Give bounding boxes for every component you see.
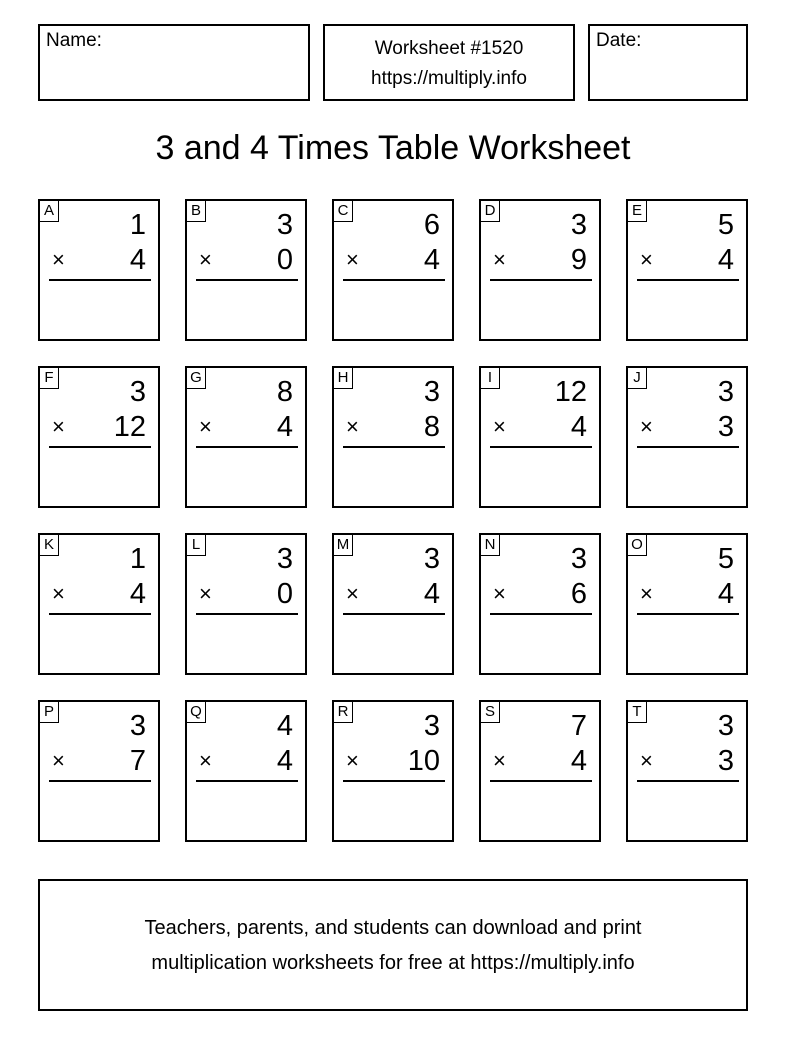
problem-label: N [480,534,500,556]
multiply-sign: × [493,581,506,606]
problem-top-number: 5 [717,209,734,241]
page-title: 3 and 4 Times Table Worksheet [155,129,631,167]
answer-line [490,780,592,782]
problem-bottom-number: 4 [129,244,146,276]
answer-line [196,446,298,448]
problem-top-number: 3 [717,710,734,742]
problem-bottom-number: 4 [423,578,440,610]
problem-card [38,366,160,508]
problem-top-number: 3 [129,376,146,408]
problem-card [185,199,307,341]
problem-card [185,366,307,508]
multiply-sign: × [199,247,212,272]
problem-top-number: 3 [276,543,293,575]
answer-line [196,613,298,615]
answer-line [637,446,739,448]
answer-line [196,780,298,782]
problem-card [38,533,160,675]
multiply-sign: × [640,581,653,606]
multiply-sign: × [346,748,359,773]
worksheet-url: https://multiply.info [371,68,527,89]
footer-line-2: multiplication worksheets for free at https://multiply.info [151,952,635,974]
problem-label: B [186,200,206,222]
problem-label: L [186,534,206,556]
problem-top-number: 3 [276,209,293,241]
problem-bottom-number: 4 [570,745,587,777]
problem-card [479,533,601,675]
problem-card [479,700,601,842]
problem-bottom-number: 4 [717,244,734,276]
problem-label: C [333,200,353,222]
problem-bottom-number: 10 [407,745,440,777]
answer-line [49,446,151,448]
multiply-sign: × [346,247,359,272]
problem-bottom-number: 3 [717,411,734,443]
problem-label: O [627,534,647,556]
problem-bottom-number: 6 [570,578,587,610]
multiply-sign: × [640,247,653,272]
multiply-sign: × [493,247,506,272]
name-label: Name: [46,30,102,51]
answer-line [343,780,445,782]
answer-line [637,780,739,782]
problem-label: S [480,701,500,723]
problem-top-number: 3 [423,376,440,408]
problem-label: E [627,200,647,222]
problem-bottom-number: 3 [717,745,734,777]
answer-line [490,446,592,448]
multiply-sign: × [199,581,212,606]
problem-card [626,700,748,842]
multiply-sign: × [640,748,653,773]
problem-bottom-number: 9 [570,244,587,276]
answer-line [490,613,592,615]
problem-top-number: 7 [570,710,587,742]
problem-label: H [333,367,353,389]
problem-top-number: 3 [570,543,587,575]
problem-label: T [627,701,647,723]
multiply-sign: × [199,748,212,773]
problem-bottom-number: 4 [276,411,293,443]
multiply-sign: × [640,414,653,439]
problem-bottom-number: 4 [717,578,734,610]
problem-card [185,533,307,675]
multiply-sign: × [346,581,359,606]
multiply-sign: × [346,414,359,439]
footer-box [38,879,748,1011]
answer-line [49,613,151,615]
problem-top-number: 12 [554,376,587,408]
problem-bottom-number: 4 [570,411,587,443]
problem-label: I [480,367,500,389]
problem-label: R [333,701,353,723]
problem-bottom-number: 12 [113,411,146,443]
answer-line [196,279,298,281]
answer-line [637,279,739,281]
problem-top-number: 5 [717,543,734,575]
problem-top-number: 3 [717,376,734,408]
multiply-sign: × [199,414,212,439]
answer-line [49,279,151,281]
problem-bottom-number: 4 [423,244,440,276]
problem-card [332,366,454,508]
problem-card [38,700,160,842]
footer-line-1: Teachers, parents, and students can download and print [144,917,642,939]
problem-card [479,199,601,341]
problem-top-number: 3 [423,710,440,742]
answer-line [343,279,445,281]
problem-bottom-number: 4 [276,745,293,777]
problem-top-number: 4 [276,710,293,742]
problem-card [626,533,748,675]
problem-card [332,199,454,341]
multiply-sign: × [52,748,65,773]
answer-line [49,780,151,782]
multiply-sign: × [493,748,506,773]
problem-card [626,366,748,508]
problem-card [185,700,307,842]
problem-label: F [39,367,59,389]
problem-label: A [39,200,59,222]
problem-top-number: 3 [423,543,440,575]
problem-top-number: 3 [129,710,146,742]
problem-bottom-number: 7 [129,745,146,777]
problem-label: Q [186,701,206,723]
problem-card [38,199,160,341]
problem-top-number: 6 [423,209,440,241]
problem-bottom-number: 0 [276,244,293,276]
multiply-sign: × [493,414,506,439]
multiply-sign: × [52,581,65,606]
multiply-sign: × [52,414,65,439]
problem-label: D [480,200,500,222]
multiply-sign: × [52,247,65,272]
answer-line [637,613,739,615]
problem-label: K [39,534,59,556]
problem-bottom-number: 8 [423,411,440,443]
problem-label: J [627,367,647,389]
problem-top-number: 3 [570,209,587,241]
problem-label: G [186,367,206,389]
problem-label: M [333,534,353,556]
date-label: Date: [596,30,642,51]
problem-card [332,700,454,842]
problem-bottom-number: 4 [129,578,146,610]
problem-card [626,199,748,341]
problem-card [332,533,454,675]
problem-top-number: 8 [276,376,293,408]
answer-line [343,446,445,448]
problem-label: P [39,701,59,723]
problem-bottom-number: 0 [276,578,293,610]
answer-line [490,279,592,281]
problem-top-number: 1 [129,209,146,241]
problem-card [479,366,601,508]
problem-top-number: 1 [129,543,146,575]
answer-line [343,613,445,615]
worksheet-number: Worksheet #1520 [374,38,524,59]
